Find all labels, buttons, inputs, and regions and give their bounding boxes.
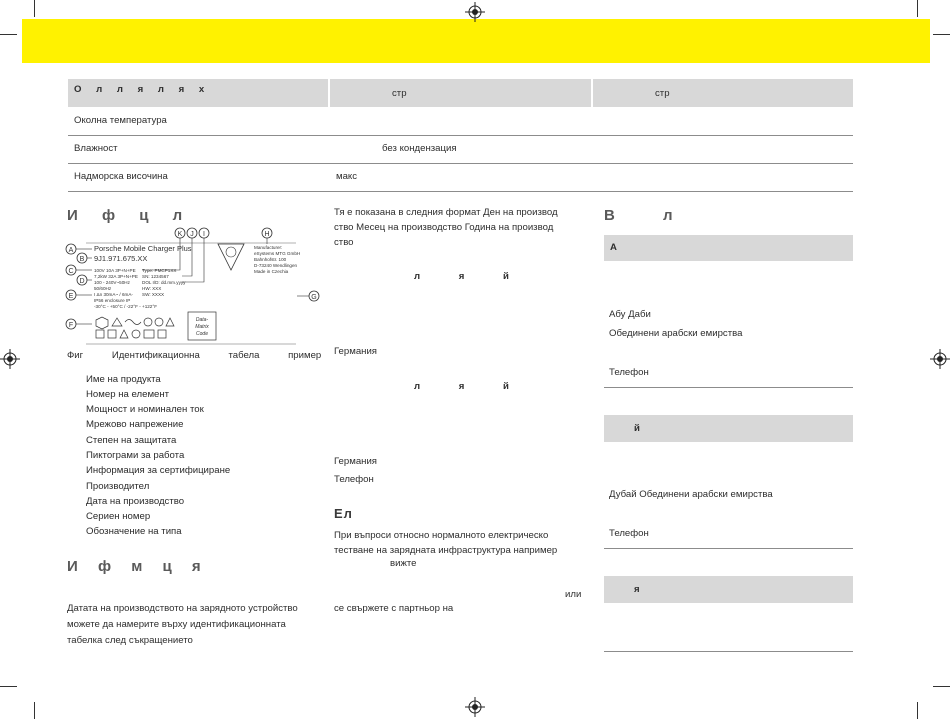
- section-heading: В л: [604, 207, 674, 224]
- crop-mark: [0, 686, 17, 687]
- svg-text:Type: PMCP1XX: Type: PMCP1XX: [142, 268, 177, 273]
- table-header-label: стр: [392, 88, 407, 99]
- region-header-label: я: [634, 584, 640, 595]
- svg-text:J: J: [190, 231, 194, 238]
- crop-mark: [917, 0, 918, 17]
- callout-i: [199, 228, 209, 238]
- list-item: Дата на производство: [86, 496, 185, 507]
- paragraph-line: Тя е показана в следния формат Ден на производ: [334, 207, 558, 218]
- section-heading: И ф м ц я: [67, 558, 202, 575]
- table-row-divider: [68, 191, 853, 192]
- crop-mark: [34, 702, 35, 719]
- svg-text:G: G: [311, 294, 317, 301]
- table-header-label: стр: [655, 88, 670, 99]
- registration-mark-icon: [930, 349, 950, 369]
- svg-text:I: I: [203, 231, 205, 238]
- list-item: Степен на защитата: [86, 435, 177, 446]
- svg-text:H: H: [264, 231, 270, 238]
- crop-mark: [917, 702, 918, 719]
- manufacturer-logo-icon: [218, 244, 244, 270]
- callout-f: [66, 319, 76, 329]
- registration-mark-icon: [0, 349, 20, 369]
- region-header-label: А: [610, 242, 617, 253]
- svg-text:D: D: [79, 278, 85, 285]
- svg-text:Made in Czechia: Made in Czechia: [254, 269, 289, 274]
- svg-text:IP56 enclosure IP: IP56 enclosure IP: [94, 298, 131, 303]
- table-row-value: макс: [336, 171, 358, 182]
- svg-text:7,2kW 32A 3P+N+PE: 7,2kW 32A 3P+N+PE: [94, 274, 138, 279]
- callout-k: [175, 228, 185, 238]
- paragraph-line: можете да намерите върху идентификационната: [67, 619, 286, 630]
- svg-text:100 - 240V~50Hz: 100 - 240V~50Hz: [94, 280, 130, 285]
- table-row-label: Надморска височина: [74, 171, 168, 182]
- callout-a: [66, 244, 76, 254]
- callout-d: [77, 275, 87, 285]
- registration-mark-icon: [465, 2, 485, 22]
- svg-text:Manufacturer:: Manufacturer:: [254, 245, 283, 250]
- svg-text:Data-: Data-: [195, 317, 209, 323]
- city-text: Абу Даби: [609, 309, 651, 320]
- crop-mark: [0, 34, 17, 35]
- svg-text:I Δn 30mA~ / 6mA-: I Δn 30mA~ / 6mA-: [94, 292, 133, 297]
- svg-text:SW: XXXX: SW: XXXX: [142, 292, 165, 297]
- region-header-label: й: [634, 423, 640, 434]
- svg-text:eSystems MTG GmbH: eSystems MTG GmbH: [254, 251, 301, 256]
- list-item: Име на продукта: [86, 374, 161, 385]
- list-item: Мрежово напрежение: [86, 419, 184, 430]
- paragraph-line: вижте: [390, 558, 417, 569]
- pictograms-icon: [96, 317, 174, 338]
- subsection-title: л я й: [414, 271, 509, 282]
- callout-c: [66, 265, 76, 275]
- header-band: [22, 19, 930, 63]
- svg-text:E: E: [68, 293, 74, 300]
- svg-text:Bahnhofstr. 100: Bahnhofstr. 100: [254, 257, 287, 262]
- svg-text:K: K: [177, 231, 183, 238]
- table-row-divider: [68, 135, 853, 136]
- paragraph-line: се свържете с партньор на: [334, 603, 454, 614]
- data-matrix-code: [188, 312, 216, 340]
- paragraph-line: Датата на производството на зарядното устройство: [67, 603, 298, 614]
- section-divider: [604, 387, 853, 388]
- figure-caption: Фиг Идентификационна табела пример: [67, 350, 322, 361]
- callout-b: [77, 253, 87, 263]
- city-text: Дубай Обединени арабски емирства: [609, 489, 773, 500]
- svg-text:Matrix: Matrix: [195, 324, 209, 330]
- table-row-label: Околна температура: [74, 115, 167, 126]
- subsection-title: л я й: [414, 381, 509, 392]
- paragraph-line: ство: [334, 237, 354, 248]
- table-header-cell: [330, 79, 591, 107]
- list-item: Производител: [86, 481, 150, 492]
- paragraph-line: При въпроси относно нормалното електрическо: [334, 530, 549, 541]
- country-text: Германия: [334, 456, 378, 467]
- svg-text:F: F: [68, 322, 74, 329]
- region-header: [604, 235, 853, 261]
- registration-mark-icon: [465, 697, 485, 717]
- svg-text:50/60Hz: 50/60Hz: [94, 286, 112, 291]
- table-header-cell: [593, 79, 853, 107]
- section-heading: И ф ц л: [67, 207, 184, 224]
- callout-g: [309, 291, 319, 301]
- paragraph-line: тестване на зарядната инфраструктура например: [334, 545, 558, 556]
- list-item: Пиктограми за работа: [86, 450, 185, 461]
- list-item: Сериен номер: [86, 511, 151, 522]
- phone-label: Телефон: [609, 528, 649, 539]
- svg-text:-30°C - +50°C / -22°F - +122°F: -30°C - +50°C / -22°F - +122°F: [94, 304, 158, 309]
- section-heading: Ел: [334, 506, 353, 521]
- svg-text:B: B: [79, 256, 85, 263]
- plate-product-name: Porsche Mobile Charger Plus: [94, 244, 192, 253]
- paragraph-line: или: [565, 589, 582, 600]
- svg-text:DOL I/D: dd.mm.yyyy: DOL I/D: dd.mm.yyyy: [142, 280, 186, 285]
- region-header: [604, 415, 853, 442]
- list-item: Мощност и номинален ток: [86, 404, 204, 415]
- callout-h: [262, 228, 272, 238]
- list-item: Обозначение на типа: [86, 526, 182, 537]
- svg-text:100V 10A 3P+N+PE: 100V 10A 3P+N+PE: [94, 268, 136, 273]
- plate-part-number: 9J1.971.675.XX: [94, 254, 148, 263]
- section-divider: [604, 651, 853, 652]
- svg-text:A: A: [68, 247, 74, 254]
- table-row-value: без кондензация: [382, 143, 457, 154]
- country-text: Обединени арабски емирства: [609, 328, 743, 339]
- table-row-divider: [68, 163, 853, 164]
- list-item: Номер на елемент: [86, 389, 170, 400]
- svg-text:Code: Code: [196, 331, 208, 337]
- list-item: Информация за сертифициране: [86, 465, 231, 476]
- crop-mark: [34, 0, 35, 17]
- svg-text:C: C: [68, 268, 74, 275]
- paragraph-line: табелка след съкращението: [67, 635, 193, 646]
- paragraph-line: ство Месец на производство Година на производ: [334, 222, 554, 233]
- svg-text:D-73240 Wendlingen: D-73240 Wendlingen: [254, 263, 298, 268]
- table-row-label: Влажност: [74, 143, 118, 154]
- region-header: [604, 576, 853, 603]
- crop-mark: [933, 34, 950, 35]
- table-header-label: О л л я л я х: [74, 84, 211, 95]
- svg-text:HW: XXX: HW: XXX: [142, 286, 162, 291]
- country-text: Германия: [334, 346, 378, 357]
- crop-mark: [933, 686, 950, 687]
- identification-plate-figure: [64, 226, 324, 346]
- phone-label: Телефон: [334, 474, 374, 485]
- phone-label: Телефон: [609, 367, 649, 378]
- section-divider: [604, 548, 853, 549]
- callout-j: [187, 228, 197, 238]
- svg-text:SN: 1234567: SN: 1234567: [142, 274, 169, 279]
- callout-e: [66, 290, 76, 300]
